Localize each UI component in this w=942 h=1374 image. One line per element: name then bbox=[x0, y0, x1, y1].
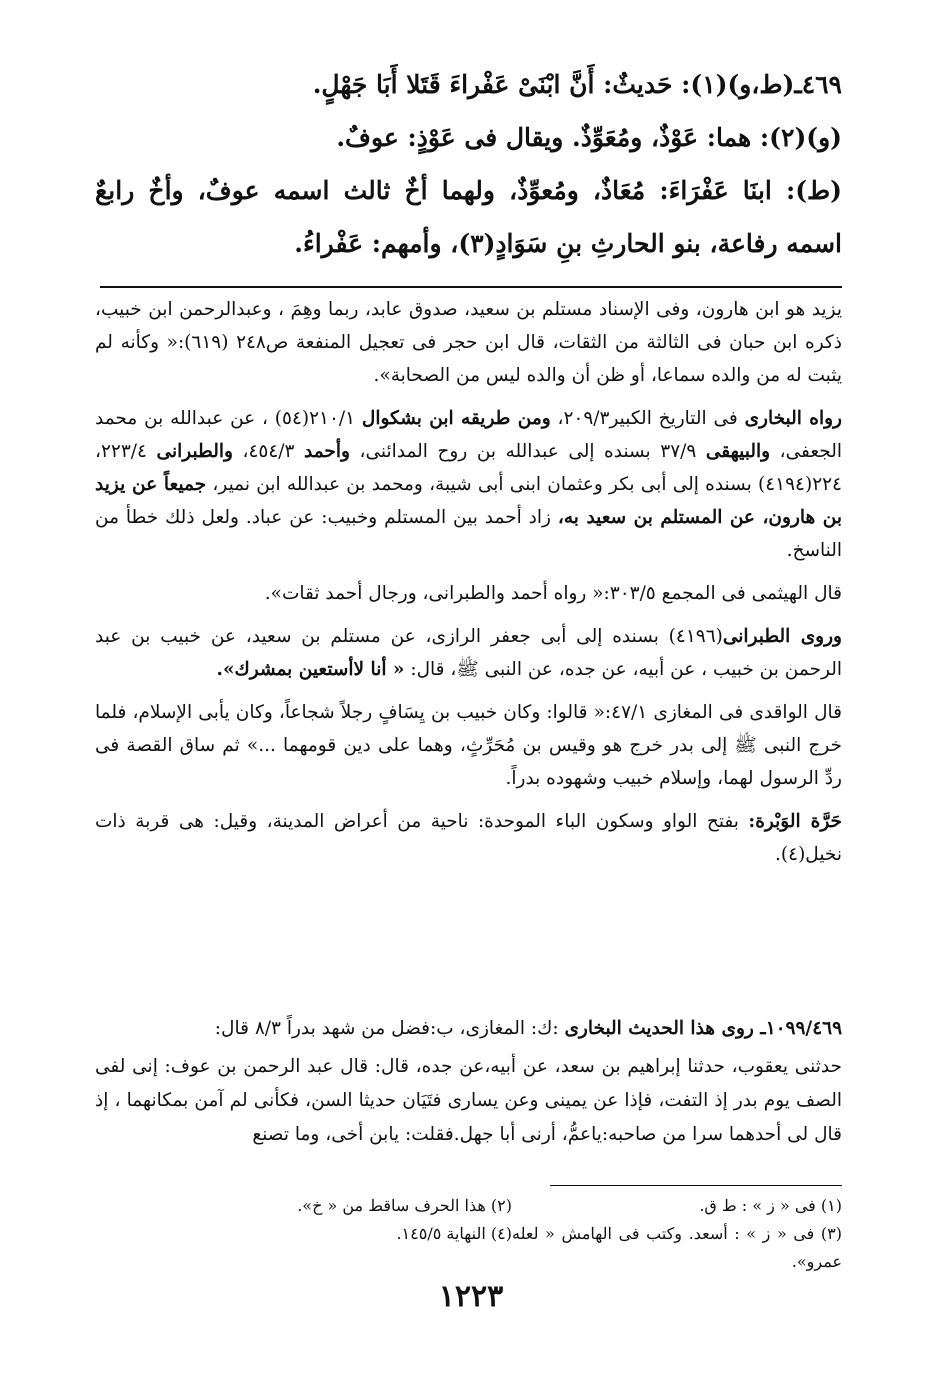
source-ibn-bashkuwal: ومن طريقه ابن بشكوال bbox=[361, 408, 551, 429]
source-bukhari: رواه البخارى bbox=[744, 408, 842, 429]
bukhari-text: حدثنى يعقوب، حدثنا إبراهيم بن سعد، عن أبيه،عن جده، قال: قال عبد الرحمن بن عوف: إنى لفى الصف يوم بدر إذ التفت، فإذا عن يمينى وعن يسارى فتَيَان حديثا السن، فكأنى لم آمن بمكانهما ، إذ قال لى أحدهما سرا من صاحبه:ياعمُّ، أرنى أبا جهل.فقلت: يابن أخى، وما تصنع bbox=[95, 1056, 842, 1145]
bukhari-heading-ref: :ك: المغازى، ب:فضل من شهد بدراً ٨/٣ قال: bbox=[214, 1018, 565, 1039]
entry-line-3: (ط): ابنَا عَفْرَاءَ: مُعَاذٌ، ومُعوِّذٌ، ولهما أخٌ ثالث اسمه عوفٌ، وأخٌ رابعٌ اسمه رفاعة، بنو الحارثِ بنِ سَوَادٍ(٣)، وأمهم: عَفْراءُ. bbox=[95, 176, 842, 258]
commentary bbox=[95, 293, 842, 881]
text-span: (٤١٩٦) بسنده إلى أبى جعفر الرازى، عن مستلم بن سعيد، عن خبيب بن عبد الرحمن بن خبيب ، عن أبيه، عن جده، عن النبى ﷺ، قال: bbox=[95, 626, 842, 680]
hadith-quote: « أنا لاأستعين بمشرك». bbox=[216, 659, 405, 680]
bukhari-heading bbox=[95, 1012, 842, 1046]
text-span: فى التاريخ الكبير٢٠٩/٣، bbox=[550, 408, 745, 429]
source-tabarani: والطبرانى bbox=[156, 441, 233, 462]
text-span: ٤٥٤/٣، bbox=[232, 441, 304, 462]
commentary-p5: قال الواقدى فى المغازى ٤٧/١:« قالوا: وكان خبيب بن يِسَافٍ رجلاً شجاعاً، وكان يأبى الإسلام، فلما خرج النبى ﷺ إلى بدر خرج هو وقيس بن مُحَرِّثٍ، وهما على دين قومهما ...» ثم ساق القصة فى ردِّ الرسول لهما، وإسلام خبيب وشهوده بدراً. bbox=[95, 702, 842, 789]
footnotes bbox=[95, 1192, 842, 1276]
text-span: زاد أحمد بين المستلم وخبيب: عن عباد. ولعل ذلك خطأ من الناسخ. bbox=[95, 507, 842, 561]
commentary-p3: قال الهيثمى فى المجمع ٣٠٣/٥:« رواه أحمد والطبرانى، ورجال أحمد ثقات». bbox=[264, 583, 842, 604]
commentary-p6 bbox=[95, 805, 842, 871]
text-span: بفتح الواو وسكون الباء الموحدة: ناحية من أعراض المدينة، وقيل: هى قربة ذات نخيل(٤). bbox=[95, 811, 842, 865]
text-span: ٢٢٣/٤، ٢٢٤(٤١٩٤) بسنده إلى أبى بكر وعثمان ابنى أبى شيبة، ومحمد بن عبدالله ابن نمير، bbox=[95, 441, 842, 495]
bukhari-heading-bold: ١٠٩٩/٤٦٩ـ روى هذا الحديث البخارى bbox=[564, 1018, 842, 1039]
source-ahmad: وأحمد bbox=[304, 441, 350, 462]
main-entry bbox=[95, 58, 842, 270]
footnote-2: (٢) هذا الحرف ساقط من « خ». bbox=[297, 1196, 512, 1215]
footnote-4: (٤) النهاية ١٤٥/٥. bbox=[396, 1224, 512, 1243]
entry-line-2: (و)(٢): هما: عَوْذٌ، ومُعَوِّذٌ. ويقال فى عَوْذٍ: عوفٌ. bbox=[336, 123, 842, 152]
footnote-3: (٣) فى « ز » : أسعد. وكتب فى الهامش « لعله عمرو». bbox=[512, 1224, 842, 1271]
term-harrat-al-wabra: حَرَّة الوَبْرة: bbox=[748, 811, 842, 832]
commentary-p2 bbox=[95, 402, 842, 567]
bukhari-section bbox=[95, 1012, 842, 1162]
divider-footnotes bbox=[550, 1185, 842, 1186]
divider-main bbox=[100, 286, 842, 288]
commentary-p4 bbox=[95, 620, 842, 686]
source-bayhaqi: والبيهقى bbox=[705, 441, 771, 462]
footnote-1: (١) فى « ز » : ط ق. bbox=[699, 1196, 842, 1215]
source-tabarani-2: وروى الطبرانى bbox=[722, 626, 842, 647]
footnote-row-1 bbox=[95, 1192, 842, 1220]
chain-summary: جميعاً عن يزيد بن هارون، عن المستلم بن سعيد به، bbox=[95, 474, 842, 528]
footnote-row-2 bbox=[95, 1220, 842, 1276]
commentary-p1: يزيد هو ابن هارون، وفى الإسناد مستلم بن سعيد، صدوق عابد، ربما وهِمَ ، وعبدالرحمن ابن خبيب، ذكره ابن حبان فى الثالثة من الثقات، قال ابن حجر فى تعجيل المنفعة ص٢٤٨ (٦١٩):« وكأنه لم يثبت له من والده سماعا، أو ظن أن والده ليس من الصحابة». bbox=[95, 299, 842, 386]
entry-line-1: ٤٦٩ـ(ط،و)(١): حَديثٌ: أَنَّ ابْنَىْ عَفْراءَ قَتَلا أَبَا جَهْلٍ. bbox=[312, 70, 842, 99]
text-span: ٣٧/٩ بسنده إلى عبدالله بن روح المدائنى، bbox=[349, 441, 706, 462]
page-number: ١٢٢٣ bbox=[438, 1279, 504, 1314]
text-span: ٢١٠/١(٥٤) ، عن عبدالله بن محمد الجعفى، bbox=[95, 408, 843, 462]
